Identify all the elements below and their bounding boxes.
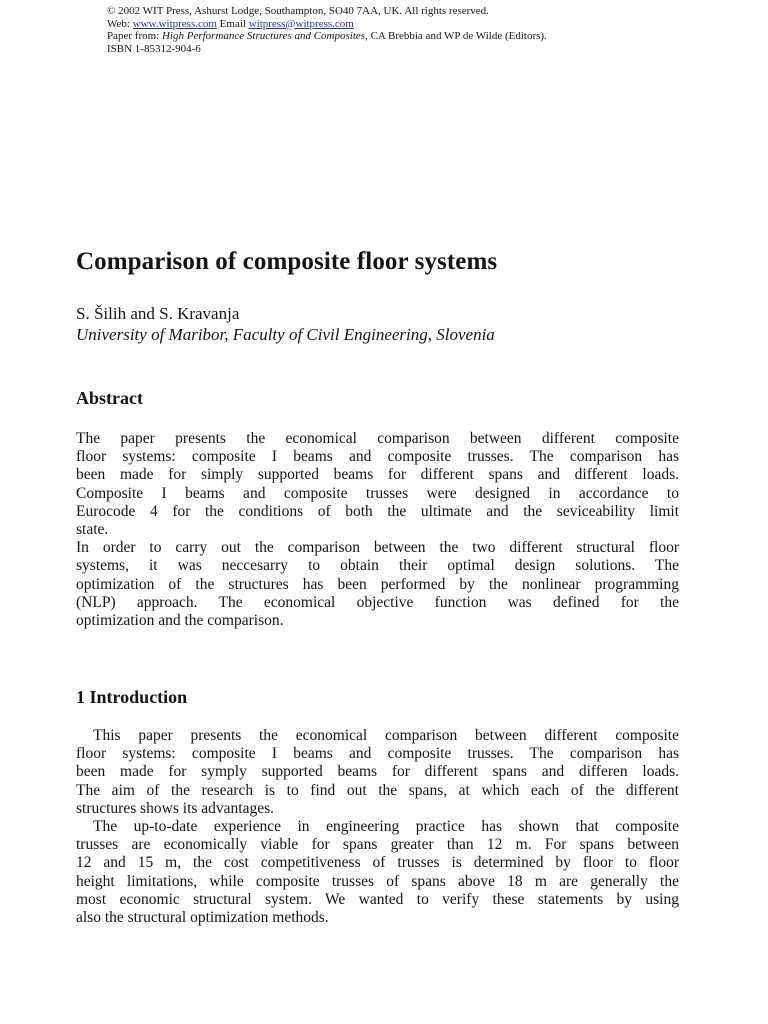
copyright-line: © 2002 WIT Press, Ashurst Lodge, Southampton, SO40 7AA, UK. All rights reserved. [107,5,489,17]
email-label: Email [216,17,249,30]
introduction-line: The up-to-date experience in engineering practice has shown that composite [93,818,679,836]
introduction-line: This paper presents the economical comparison between different composite [93,727,679,744]
paper-from-title: High Performance Structures and Composites [161,30,366,42]
abstract-heading: Abstract [76,388,143,408]
introduction-line: also the structural optimization methods. [76,909,329,927]
introduction-line: The aim of the research is to find out the spans, at which each of the different [76,781,679,799]
abstract-line: optimization of the structures has been performed by the nonlinear programming [76,575,679,593]
introduction-line: 12 and 15 m, the cost competitiveness of trusses is determined by floor to floor [76,854,679,872]
web-label: Web: [107,17,133,30]
introduction-line: height limitations, while composite trusses of spans above 18 m are generally the [76,872,679,890]
introduction-line: most economic structural system. We wanted to verify these statements by using [76,890,679,908]
abstract-line: Eurocode 4 for the conditions of both the ultimate and the seviceability limit [76,502,679,520]
paper-authors: S. Šilih and S. Kravanja [76,304,240,323]
introduction-line: structures shows its advantages. [76,799,275,817]
introduction-heading: 1 Introduction [76,687,188,707]
abstract-line: (NLP) approach. The economical objective function was defined for the [76,593,679,611]
introduction-line: floor systems: composite I beams and composite trusses. The comparison has [76,745,679,763]
publisher-header [107,5,727,55]
abstract-line: state. [76,521,109,539]
abstract-line: floor systems: composite I beams and composite trusses. The comparison has [76,448,679,466]
web-link[interactable]: www.witpress.com [132,17,217,30]
paper-from-label: Paper from: [107,30,162,42]
paper-title: Comparison of composite floor systems [76,248,498,275]
isbn-line: ISBN 1-85312-904-6 [107,42,201,55]
introduction-body [76,727,679,927]
paper-from-editors: , CA Brebbia and WP de Wilde (Editors). [365,30,547,42]
paper-affiliation: University of Maribor, Faculty of Civil Engineering, Slovenia [76,325,495,344]
web-email-line [107,18,727,31]
introduction-line: trusses are economically viable for spans greater than 12 m. For spans between [76,836,679,854]
paper-from-line [107,30,727,43]
abstract-line: systems, it was neccesarry to obtain their optimal design solutions. The [76,557,679,575]
abstract-line: The paper presents the economical comparison between different composite [76,430,679,447]
introduction-line: been made for symply supported beams for different spans and differen loads. [76,763,679,781]
email-link[interactable]: witpress@witpress.com [248,17,354,30]
abstract-line: optimization and the comparison. [76,612,284,630]
abstract-line: been made for simply supported beams for different spans and different loads. [76,466,679,484]
abstract-line: Composite I beams and composite trusses were designed in accordance to [76,484,679,502]
abstract-line: In order to carry out the comparison between the two different structural floor [76,539,679,557]
abstract-body [76,430,679,630]
